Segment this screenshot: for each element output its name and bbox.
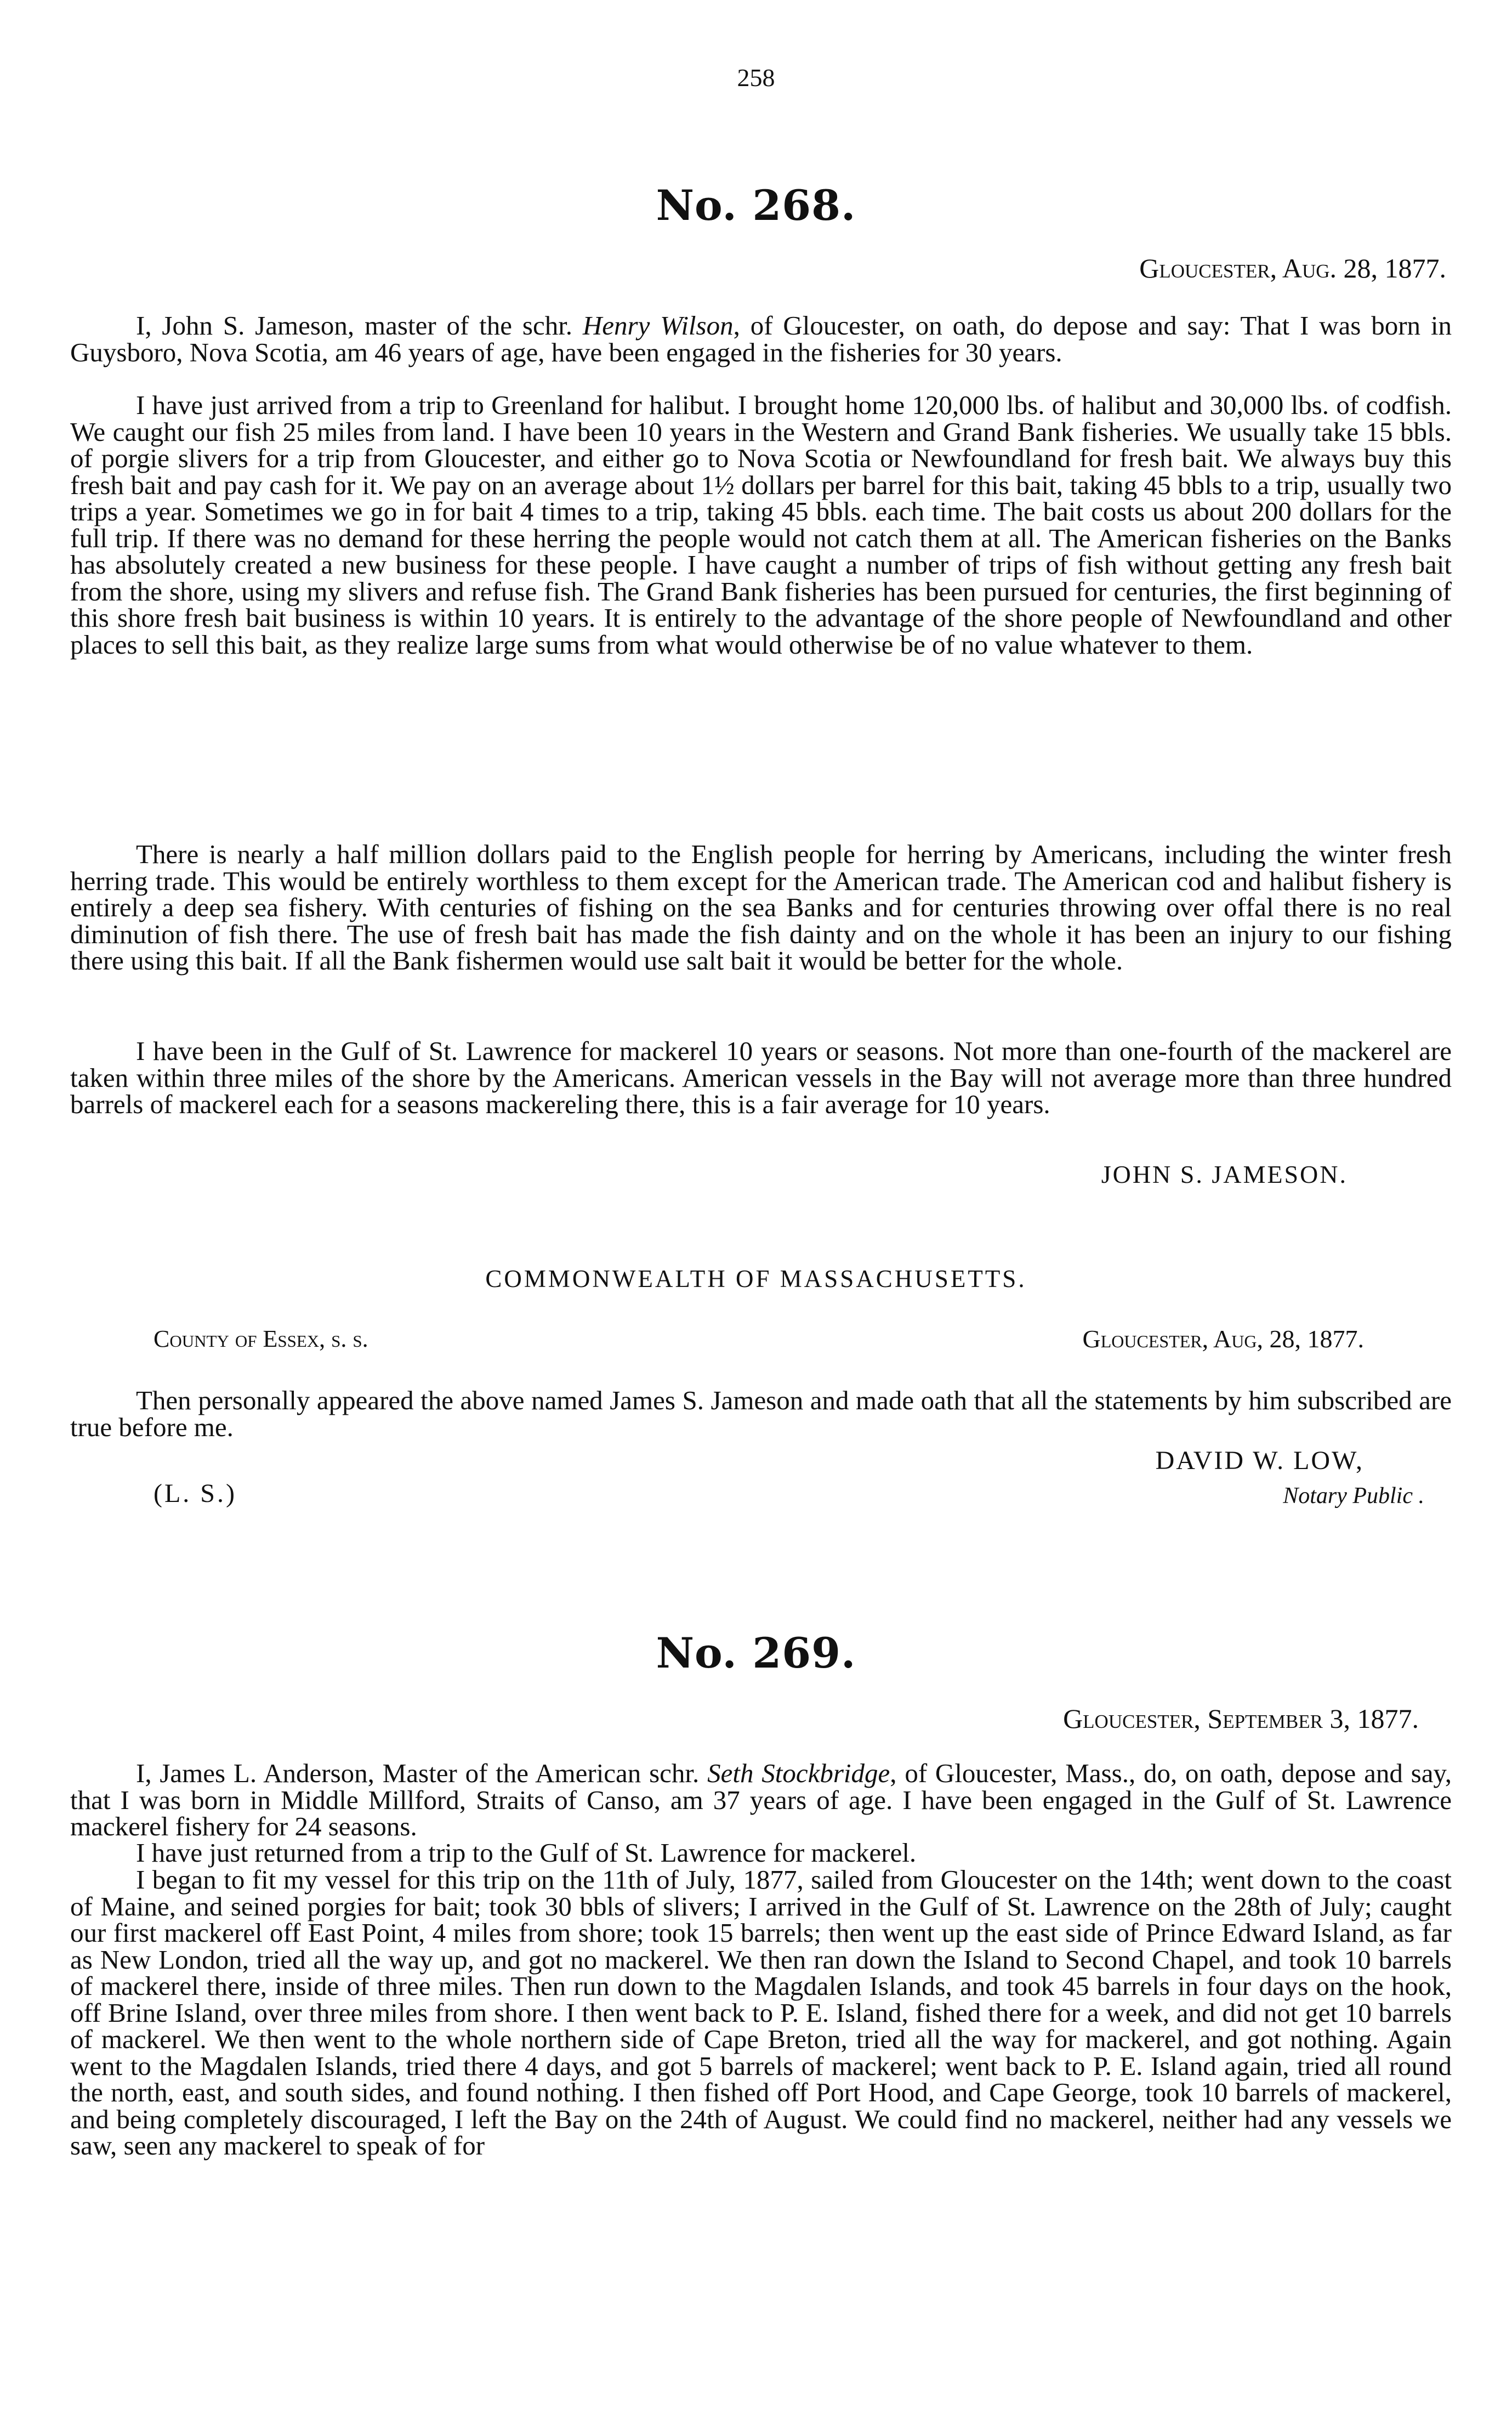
paragraph-269-1-end: , of Gloucester, Mass., do, on oath, depose and say, that I was born in Middle Millford, Straits of Canso, am 37 years of age. I have been engaged in the Gulf of St. Lawrence mackerel fishery for 24 seasons. <box>70 1758 1452 1841</box>
document-number-269: No. 269. <box>656 1629 856 1677</box>
signature-jameson: JOHN S. JAMESON. <box>1101 1160 1348 1188</box>
seal-mark: (L. S.) <box>154 1479 237 1508</box>
document-number-268: No. 268. <box>656 181 856 230</box>
paragraph-268-1-end: , of Gloucester, on oath, do depose and say: That I was born in Guysboro, Nova Scotia, am 46 years of age, have been engaged in the fisheries for 30 years. <box>70 310 1452 367</box>
jurat-place-date: Gloucester, Aug, 28, 1877. <box>1082 1325 1364 1353</box>
vessel-name-268: Henry Wilson <box>582 310 734 341</box>
commonwealth-heading: COMMONWEALTH OF MASSACHUSETTS. <box>485 1265 1027 1292</box>
paragraph-269-1-start: I, James L. Anderson, Master of the American schr. <box>136 1758 708 1788</box>
page-number: 258 <box>737 64 775 92</box>
paragraph-268-2: I have just arrived from a trip to Greenland for halibut. I brought home 120,000 lbs. of halibut and 30,000 lbs. of codfish. We caught our fish 25 miles from land. I have been 10 years in the Western and Grand Bank fisheries. We usually take 15 bbls. of porgie slivers for a trip from Gloucester, and either go to Nova Scotia or Newfoundland for fresh bait. We always buy this fresh bait and pay cash for it. We pay on an average about 1½ dollars per barrel for this bait, taking 45 bbls to a trip, usually two trips a year. Sometimes we go in for bait 4 times to a trip, taking 45 bbls. each time. The bait costs us about 200 dollars for the full trip. If there was no demand for these herring the people would not catch them at all. The American fisheries on the Banks has absolutely created a new business for these people. I have caught a number of trips of fish without getting any fresh bait from the shore, using my slivers and refuse fish. The Grand Bank fisheries has been pursued for centuries, the first beginning of this shore fresh bait business is within 10 years. It is entirely to the advantage of the shore people of Newfoundland and other places to sell this bait, as they realize large sums from what would otherwise be of no value whatever to them. <box>70 390 1452 660</box>
notary-title: Notary Public . <box>1283 1483 1424 1509</box>
place-date-268: Gloucester, Aug. 28, 1877. <box>1139 253 1446 284</box>
vessel-name-269: Seth Stockbridge <box>707 1758 890 1788</box>
paragraph-269-2: I have just returned from a trip to the Gulf of St. Lawrence for mackerel. <box>136 1838 917 1868</box>
jurat-text: Then personally appeared the above named James S. Jameson and made oath that all the statements by him subscribed are true before me. <box>70 1385 1452 1442</box>
paragraph-268-1 <box>70 310 1452 367</box>
county-line: County of Essex, s. s. <box>154 1325 368 1352</box>
paragraph-269-3: I began to fit my vessel for this trip on the 11th of July, 1877, sailed from Gloucester on the 14th; went down to the coast of Maine, and seined porgies for bait; took 30 bbls of slivers; I arrived in the Gulf of St. Lawrence on the 28th of July; caught our first mackerel off East Point, 4 miles from shore; took 15 barrels; then went up the east side of Prince Edward Island, as far as New London, tried all the way up, and got no mackerel. We then ran down the Island to Second Chapel, and took 10 barrels of mackerel there, inside of three miles. Then run down to the Magdalen Islands, and took 45 barrels in four days on the hook, off Brine Island, over three miles from shore. I then went back to P. E. Island, fished there for a week, and did not get 10 barrels of mackerel. We then went to the whole northern side of Cape Breton, tried all the way for mackerel, and got nothing. Again went to the Magdalen Islands, tried there 4 days, and got 5 barrels of mackerel; went back to P. E. Island again, tried all round the north, east, and south sides, and found nothing. I then fished off Port Hood, and Cape George, took 10 barrels of mackerel, and being completely discouraged, I left the Bay on the 24th of August. We could find no mackerel, neither had any vessels we saw, seen any mackerel to speak of for <box>70 1864 1452 2161</box>
place-date-269: Gloucester, September 3, 1877. <box>1063 1703 1419 1734</box>
paragraph-268-4: I have been in the Gulf of St. Lawrence for mackerel 10 years or seasons. Not more than one-fourth of the mackerel are taken within three miles of the shore by the Americans. American vessels in the Bay will not average more than three hundred barrels of mackerel each for a seasons mackereling there, this is a fair average for 10 years. <box>70 1036 1452 1119</box>
paragraph-268-1-start: I, John S. Jameson, master of the schr. <box>136 310 583 341</box>
paragraph-269-1 <box>70 1760 1452 1840</box>
paragraph-268-3: There is nearly a half million dollars paid to the English people for herring by Americans, including the winter fresh herring trade. This would be entirely worthless to them except for the American trade. The American cod and halibut fishery is entirely a deep sea fishery. With centuries of fishing on the sea Banks and for centuries throwing over offal there is no real diminution of fish there. The use of fresh bait has made the fish dainty and on the whole it has been an injury to our fishing there using this bait. If all the Bank fishermen would use salt bait it would be better for the whole. <box>70 839 1452 976</box>
notary-name: DAVID W. LOW, <box>1155 1446 1364 1475</box>
